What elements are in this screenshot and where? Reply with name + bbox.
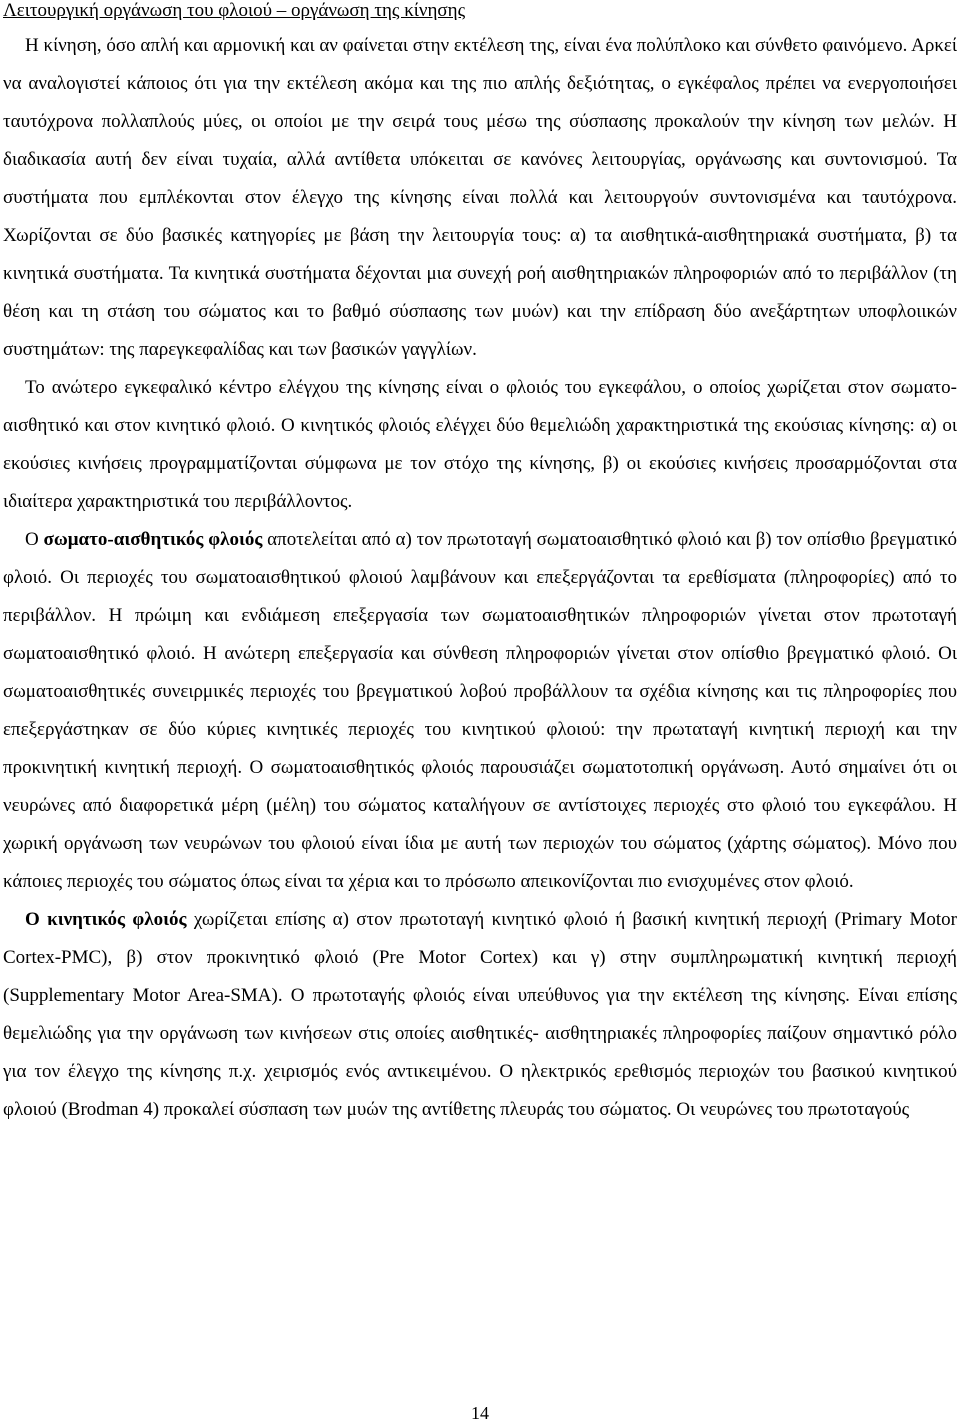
paragraph-movement-intro: Η κίνηση, όσο απλή και αρμονική και αν φαίνεται στην εκτέλεση της, είναι ένα πολύπλοκο και σύνθετο φαινόμενο. Αρκεί να αναλογιστεί κάποιος ότι για την εκτέλεση ακόμα και της πιο απλής δεξιότητας, ο εγκέφαλος πρέπει να ενεργοποιήσει ταυτόχρονα πολλαπλούς μύες, οι οποίοι με την σειρά τους μέσω της σύσπασης προκαλούν την κίνηση των μελών. Η διαδικασία αυτή δεν είναι τυχαία, αλλά αντίθετα υπόκειται σε κανόνες λειτουργίας, οργάνωσης και συντονισμού. Τα συστήματα που εμπλέκονται στον έλεγχο της κίνησης είναι πολλά και λειτουργούν συντονισμένα και ταυτόχρονα. Χωρίζονται σε δύο βασικές κατηγορίες με βάση την λειτουργία τους: α) τα αισθητικά-αισθητηριακά συστήματα, β) τα κινητικά συστήματα. Τα κινητικά συστήματα δέχονται μια συνεχή ροή αισθητηριακών πληροφοριών από το περιβάλλον (τη θέση και τη στάση του σώματος και το βαθμό σύσπασης των μυών) και την επίδραση δύο ανεξάρτητων υποφλοιικών συστημάτων: της παρεγκεφαλίδας και των βασικών γαγγλίων.: [3, 35, 957, 360]
term-motor-cortex: Ο κινητικός φλοιός: [25, 909, 187, 930]
page-number: 14: [471, 1403, 489, 1423]
paragraph-somatosensory-lead: Ο: [25, 529, 44, 550]
term-somatosensory-cortex: σωματο-αισθητικός φλοιός: [43, 529, 263, 550]
section-heading: Λειτουργική οργάνωση του φλοιού – οργάνωση της κίνησης: [3, 0, 466, 21]
paragraph-motor-cortex: [3, 901, 957, 1129]
paragraph-somatosensory-cortex: [3, 521, 957, 901]
paragraph-somatosensory-body: αποτελείται από α) τον πρωτοταγή σωματοαισθητικό φλοιό και β) τον οπίσθιο βρεγματικό φλοιό. Οι περιοχές του σωματοαισθητικού φλοιού λαμβάνουν και επεξεργάζονται τα ερεθίσματα (πληροφορίες) από το περιβάλλον. Η πρώιμη και ενδιάμεση επεξεργασία των σωματοαισθητικών πληροφοριών γίνεται στον πρωτοταγή σωματοαισθητικό φλοιό. Η ανώτερη επεξεργασία και σύνθεση πληροφοριών γίνεται στον οπίσθιο βρεγματικό φλοιό. Οι σωματοαισθητικές συνειρμικές περιοχές του βρεγματικού λοβού προβάλλουν τα σχέδια κίνησης και τις πληροφορίες που επεξεργάστηκαν σε δύο κύριες κινητικές περιοχές του κινητικού φλοιού: την πρωταταγή κινητική περιοχή και την προκινητική κινητική περιοχή. Ο σωματοαισθητικός φλοιός παρουσιάζει σωματοτοπική οργάνωση. Αυτό σημαίνει ότι οι νευρώνες από διαφορετικά μέρη (μέλη) του σώματος καταλήγουν σε αντίστοιχες περιοχές στο φλοιό του εγκεφάλου. Η χωρική οργάνωση των νευρώνων του φλοιού είναι ίδια με αυτή των περιοχών του σώματος (χάρτης σώματος). Μόνο που κάποιες περιοχές του σώματος όπως είναι τα χέρια και το πρόσωπο απεικονίζονται πιο ενισχυμένες στον φλοιό.: [3, 529, 958, 892]
paragraph-cortex-control: Το ανώτερο εγκεφαλικό κέντρο ελέγχου της κίνησης είναι ο φλοιός του εγκεφάλου, ο οποίος χωρίζεται στον σωματο-αισθητικό και στον κινητικό φλοιό. Ο κινητικός φλοιός ελέγχει δύο θεμελιώδη χαρακτηριστικά της εκούσιας κίνησης: α) οι εκούσιες κινήσεις προγραμματίζονται σύμφωνα με τον στόχο της κίνησης, β) οι εκούσιες κινήσεις προσαρμόζονται στα ιδιαίτερα χαρακτηριστικά του περιβάλλοντος.: [3, 377, 957, 512]
paragraph-motor-cortex-body: χωρίζεται επίσης α) στον πρωτοταγή κινητικό φλοιό ή βασική κινητική περιοχή (Primary Motor Cortex-PMC), β) στον προκινητικό φλοιό (Pre Motor Cortex) και γ) στην συμπληρωματική κινητική περιοχή (Supplementary Motor Area-SMA). Ο πρωτοταγής φλοιός είναι υπεύθυνος για την εκτέλεση της κίνησης. Είναι επίσης θεμελιώδης για την οργάνωση των κινήσεων στις οποίες αισθητικές- αισθητηριακές πληροφορίες παίζουν σημαντικό ρόλο για τον έλεγχο της κίνησης π.χ. χειρισμός ενός αντικειμένου. Ο ηλεκτρικός ερεθισμός περιοχών του βασικού κινητικού φλοιού (Brodman 4) προκαλεί σύσπαση των μυών της αντίθετης πλευράς του σώματος. Οι νευρώνες του πρωτοταγούς: [3, 909, 957, 1120]
